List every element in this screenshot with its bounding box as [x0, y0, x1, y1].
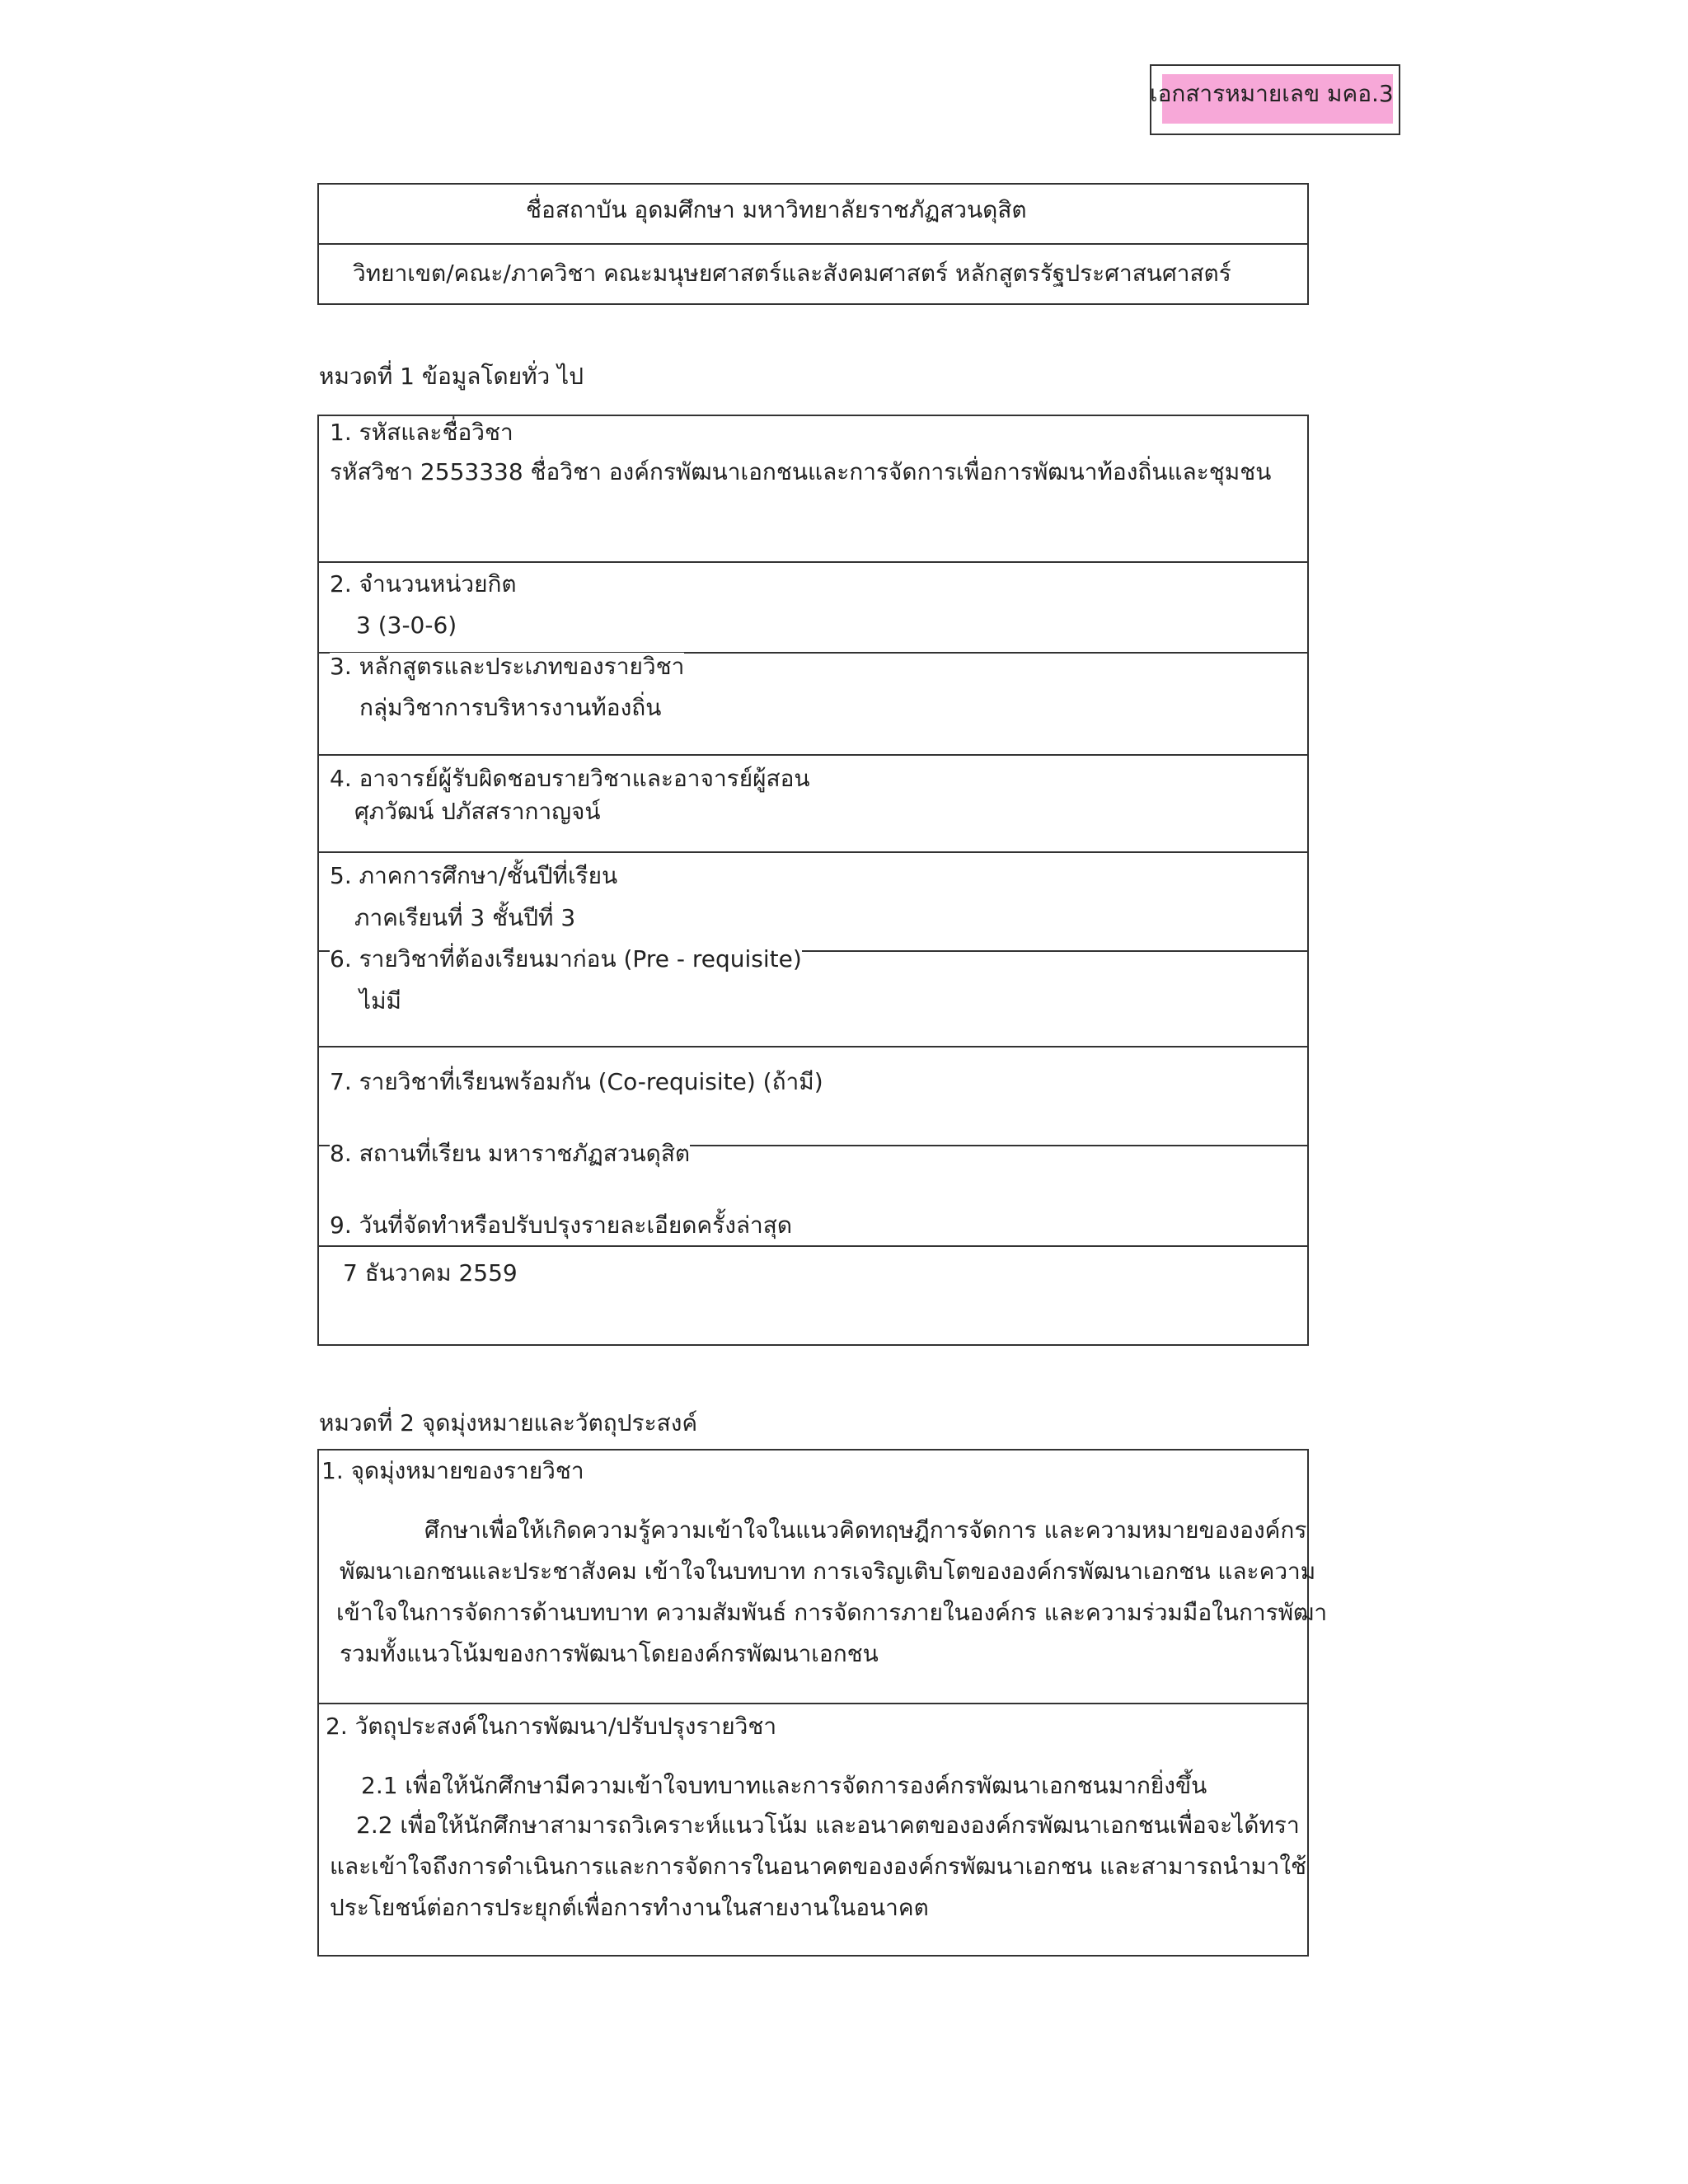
item-5-label: 5. ภาคการศึกษา/ชั้นปีที่เรียน — [330, 862, 618, 889]
item-9-label: 9. วันที่จัดทำหรือปรับปรุงรายละเอียดครั้งล่าสุด — [330, 1212, 793, 1239]
faculty-name: วิทยาเขต/คณะ/ภาควิชา คณะมนุษยศาสตร์และสังคมศาสตร์ หลักสูตรรัฐประศาสนศาสตร์ — [353, 260, 1231, 287]
item-2-value: 3 (3-0-6) — [356, 612, 457, 639]
item-5-value: ภาคเรียนที่ 3 ชั้นปีที่ 3 — [354, 904, 576, 931]
item-3-label: 3. หลักสูตรและประเภทของรายวิชา — [330, 653, 685, 680]
section2-title: หมวดที่ 2 จุดมุ่งหมายและวัตถุประสงค์ — [319, 1409, 698, 1436]
item-2-label: 2. จำนวนหน่วยกิต — [330, 570, 517, 598]
section1-title: หมวดที่ 1 ข้อมูลโดยทั่ว ไป — [319, 363, 584, 390]
item-6-label: 6. รายวิชาที่ต้องเรียนมาก่อน (Pre - requisite) — [330, 945, 802, 972]
objective-label: 2. วัตถุประสงค์ในการพัฒนา/ปรับปรุงรายวิชา — [326, 1713, 777, 1740]
item-8-label: 8. สถานที่เรียน มหาราชภัฏสวนดุสิต — [330, 1140, 691, 1167]
goal-label: 1. จุดมุ่งหมายของรายวิชา — [321, 1457, 584, 1484]
item-1-label: 1. รหัสและชื่อวิชา — [330, 419, 513, 446]
section1-item-7-box — [317, 1046, 1309, 1146]
header-divider — [317, 243, 1309, 245]
item-4-value: ศุภวัฒน์ ปภัสสรากาญจน์ — [354, 798, 601, 825]
item-1-value: รหัสวิชา 2553338 ชื่อวิชา องค์กรพัฒนาเอกชนและการจัดการเพื่อการพัฒนาท้องถิ่นและชุมชน — [330, 458, 1272, 485]
goal-line: พัฒนาเอกชนและประชาสังคม เข้าใจในบทบาท การเจริญเติบโตขององค์กรพัฒนาเอกชน และความ — [340, 1558, 1316, 1585]
item-3-value: กลุ่มวิชาการบริหารงานท้องถิ่น — [359, 694, 662, 721]
goal-line: เข้าใจในการจัดการด้านบทบาท ความสัมพันธ์ การจัดการภายในองค์กร และความร่วมมือในการพัฒา — [336, 1599, 1328, 1626]
goal-line: รวมทั้งแนวโน้มของการพัฒนาโดยองค์กรพัฒนาเอกชน — [340, 1640, 879, 1667]
objective-line: 2.1 เพื่อให้นักศึกษามีความเข้าใจบทบาทและการจัดการองค์กรพัฒนาเอกชนมากยิ่งขึ้น — [361, 1772, 1207, 1799]
objective-line: ประโยชน์ต่อการประยุกต์เพื่อการทำงานในสายงานในอนาคต — [330, 1894, 929, 1921]
item-6-value: ไม่มี — [359, 987, 401, 1015]
document-tag: เอกสารหมายเลข มคอ.3 — [1150, 80, 1394, 107]
item-4-label: 4. อาจารย์ผู้รับผิดชอบรายวิชาและอาจารย์ผู้สอน — [330, 765, 810, 792]
objective-line: และเข้าใจถึงการดำเนินการและการจัดการในอนาคตขององค์กรพัฒนาเอกชน และสามารถนำมาใช้ — [330, 1853, 1307, 1880]
item-9-value: 7 ธันวาคม 2559 — [343, 1259, 518, 1286]
institution-name: ชื่อสถาบัน อุดมศึกษา มหาวิทยาลัยราชภัฏสวนดุสิต — [526, 196, 1027, 223]
goal-line: ศึกษาเพื่อให้เกิดความรู้ความเข้าใจในแนวคิดทฤษฎีการจัดการ และความหมายขององค์กร — [424, 1516, 1307, 1544]
objective-line: 2.2 เพื่อให้นักศึกษาสามารถวิเคราะห์แนวโน้ม และอนาคตขององค์กรพัฒนาเอกชนเพื่อจะได้ทรา — [356, 1811, 1300, 1839]
item-7-label: 7. รายวิชาที่เรียนพร้อมกัน (Co-requisite) (ถ้ามี) — [330, 1068, 823, 1095]
